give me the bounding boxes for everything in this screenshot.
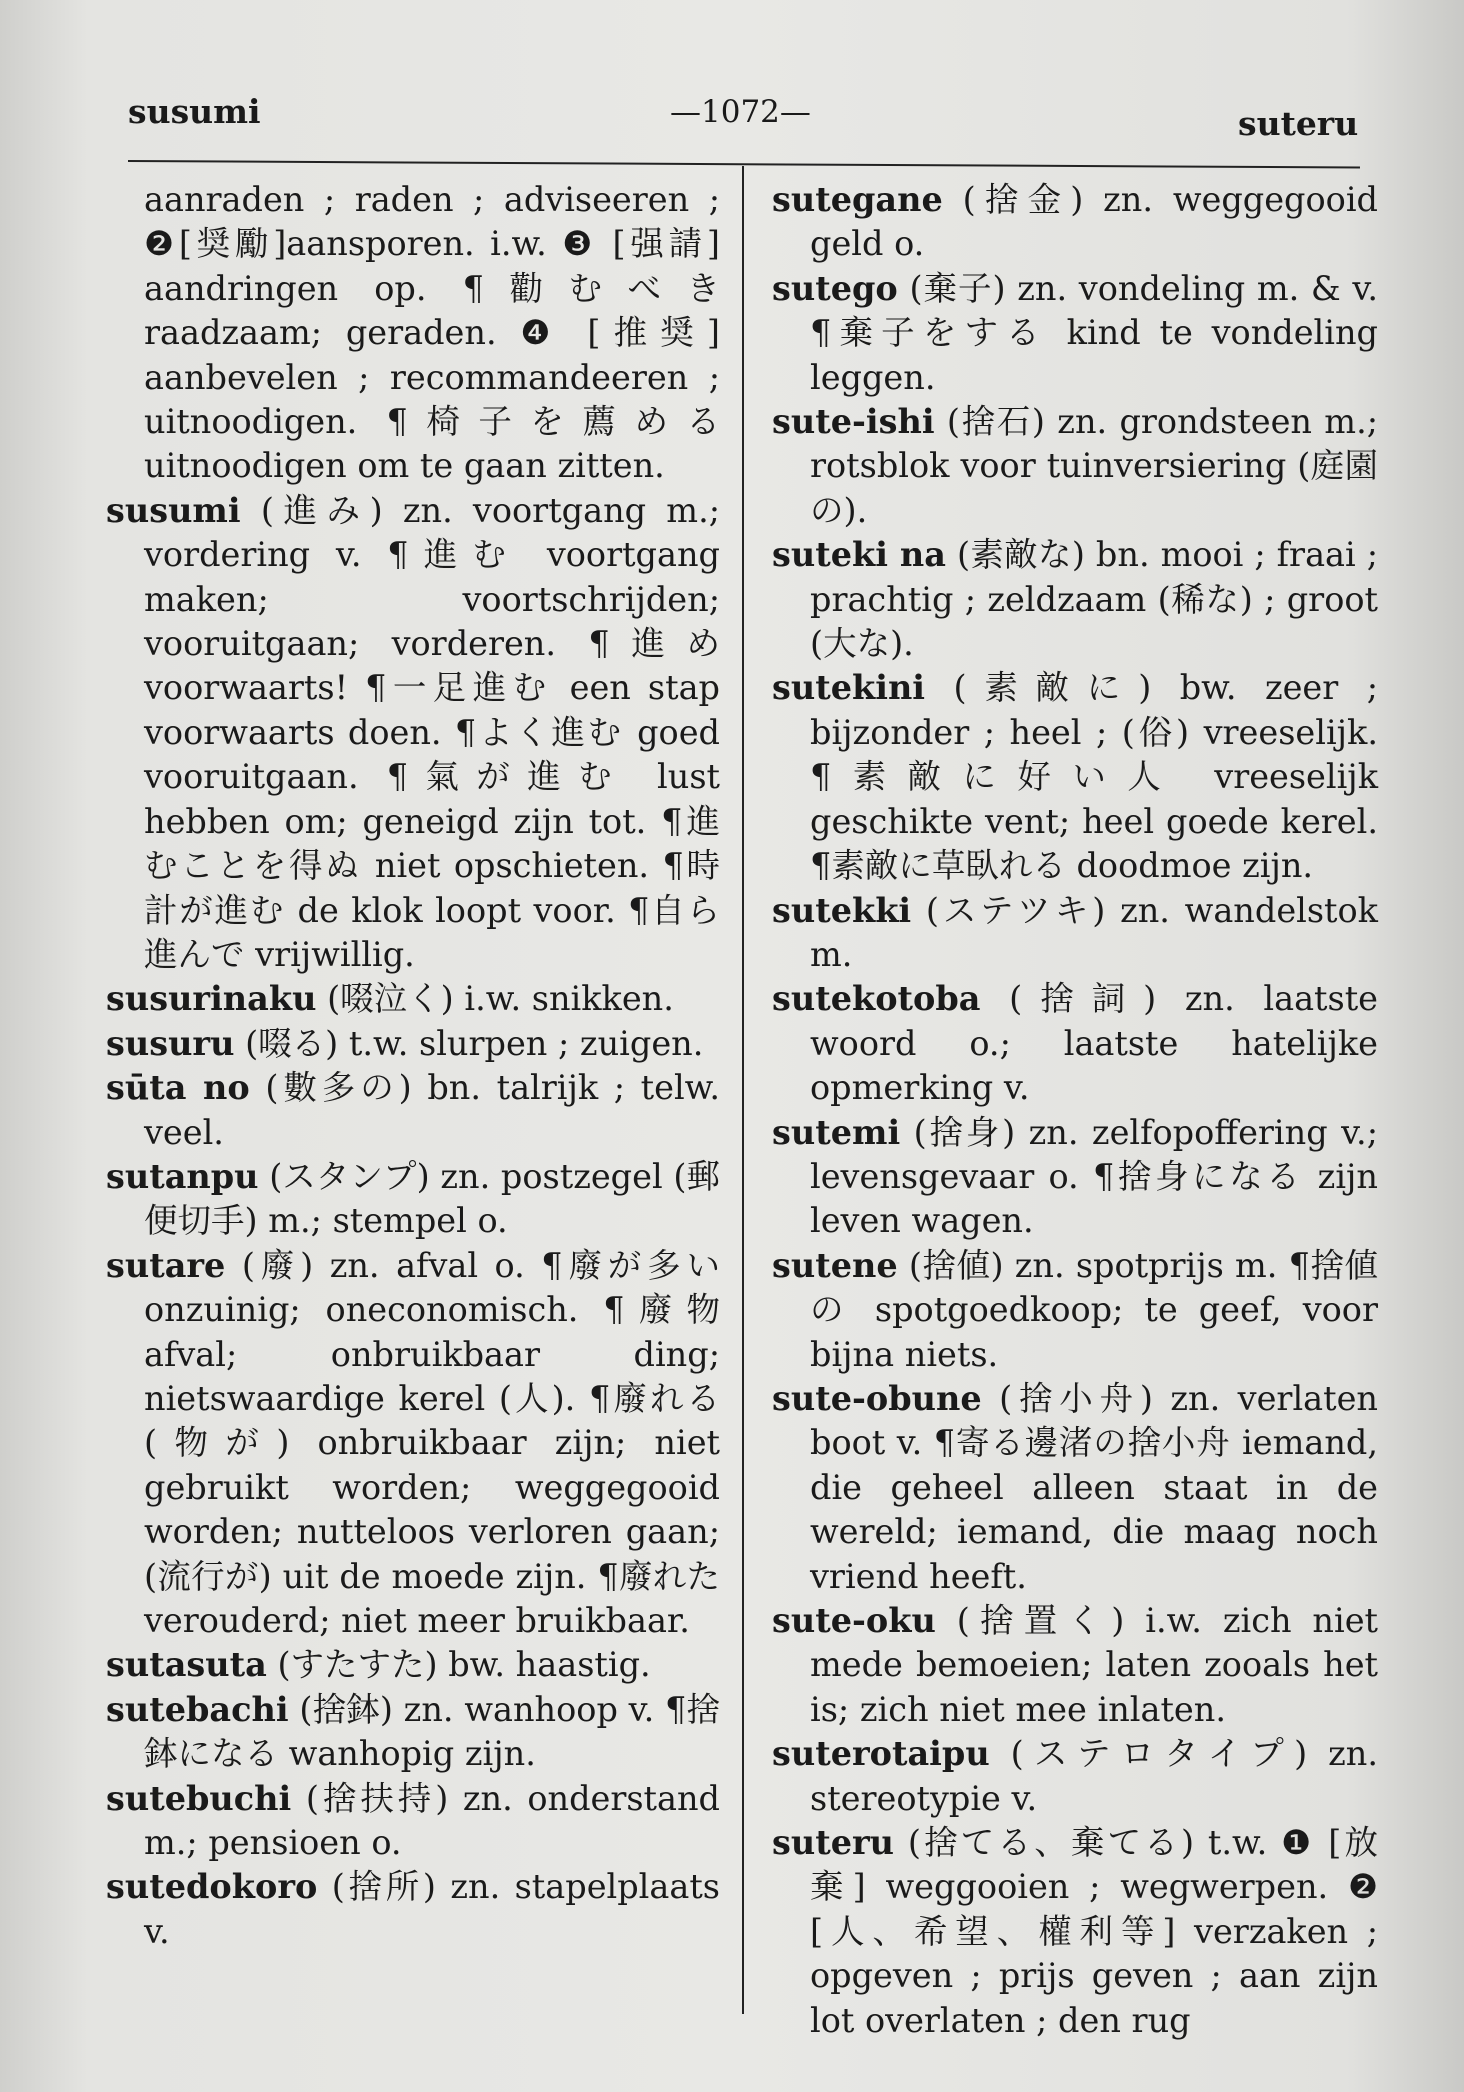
entry-text: (數多の) bn. talrijk ; telw. veel. bbox=[144, 1068, 721, 1152]
dictionary-entry bbox=[772, 267, 1378, 400]
headword: sutemi bbox=[772, 1112, 901, 1152]
dictionary-entry bbox=[106, 1066, 720, 1155]
dictionary-entry bbox=[106, 1865, 720, 1954]
entry-text: (捨小舟) zn. verlaten boot v. ¶寄る邊渚の捨小舟 iemand, die geheel alleen staat in de wereld; iemand, die maag noch vriend heeft. bbox=[810, 1378, 1378, 1596]
entry-text: (捨所) zn. stapelplaats v. bbox=[144, 1867, 720, 1951]
header-right-guideword: suteru bbox=[1238, 104, 1359, 143]
entry-text: (捨石) zn. grondsteen m.; rotsblok voor tuinversiering (庭園の). bbox=[810, 402, 1379, 530]
headword: sutekki bbox=[772, 890, 912, 930]
dictionary-entry bbox=[106, 1244, 720, 1644]
dictionary-entry bbox=[772, 1599, 1378, 1732]
entry-text: (捨詞) zn. laatste woord o.; laatste hatelijke opmerking v. bbox=[810, 979, 1378, 1108]
headword: sūta no bbox=[106, 1068, 250, 1108]
headword: sutare bbox=[106, 1245, 226, 1285]
headword: sutegane bbox=[772, 180, 943, 219]
dictionary-entry bbox=[106, 1155, 720, 1244]
header-left-guideword: susumi bbox=[128, 92, 261, 131]
entry-text: (スタンプ) zn. postzegel (郵便切手) m.; stempel o. bbox=[144, 1156, 720, 1241]
dictionary-entry bbox=[106, 1777, 720, 1866]
entry-text: (捨金) zn. weggegooid geld o. bbox=[810, 180, 1378, 264]
headword: suteki na bbox=[772, 535, 946, 575]
headword: susurinaku bbox=[106, 979, 317, 1019]
entry-text: (進み) zn. voortgang m.; vordering v. ¶進む voortgang maken; voortschrijden; vooruitgaan; vorderen. ¶進め voorwaarts! ¶一足進む een stap voorwaarts doen. ¶よく進む goed vooruitgaan. ¶氣が進む lust hebben om; geneigd zijn tot. ¶進むことを得ぬ niet opschieten. ¶時計が進む de klok loopt voor. ¶自ら進んで vrijwillig. bbox=[144, 490, 720, 974]
headword: sutebachi bbox=[106, 1689, 289, 1729]
entry-text: (捨置く) i.w. zich niet mede bemoeien; laten zooals het is; zich niet mee inlaten. bbox=[810, 1601, 1379, 1729]
entry-text: (ステロタイプ) zn. stereotypie v. bbox=[810, 1734, 1378, 1818]
headword: sutanpu bbox=[106, 1156, 259, 1196]
dictionary-entry bbox=[772, 1111, 1378, 1244]
page-number: —1072— bbox=[670, 94, 811, 130]
right-column bbox=[772, 178, 1378, 2043]
headword: suterotaipu bbox=[772, 1734, 990, 1774]
dictionary-entry bbox=[106, 1643, 720, 1687]
entry-text: (啜る) t.w. slurpen ; zuigen. bbox=[245, 1023, 704, 1063]
entry-text: (廢) zn. afval o. ¶廢が多い onzuinig; oneconomisch. ¶廢物 afval; onbruikbaar ding; nietswaardige kerel (人). ¶廢れる (物が) onbruikbaar zijn; niet gebruikt worden; weggegooid worden; nutteloos verloren gaan; (流行が) uit de moede zijn. ¶廢れた verouderd; niet meer bruikbaar. bbox=[144, 1245, 720, 1640]
headword: sute-obune bbox=[772, 1378, 982, 1418]
dictionary-entry bbox=[106, 489, 720, 977]
entry-text: (すたすた) bw. haastig. bbox=[277, 1645, 651, 1685]
dictionary-entry bbox=[106, 1022, 720, 1066]
dictionary-entry bbox=[772, 400, 1378, 533]
entry-text: (捨てる、棄てる) t.w. ❶ [放棄] weggooien ; wegwerpen. ❷ [人、希望、權利等] verzaken ; opgeven ; prijs geven ; aan zijn lot overlaten ; den rug bbox=[810, 1823, 1378, 2040]
entry-text: (啜泣く) i.w. snikken. bbox=[327, 979, 674, 1019]
entry-text: (棄子) zn. vondeling m. & v. ¶棄子をする kind te vondeling leggen. bbox=[810, 268, 1379, 397]
headword: sutekotoba bbox=[772, 979, 981, 1019]
headword: sutedokoro bbox=[106, 1867, 318, 1907]
entry-text: (捨値) zn. spotprijs m. ¶捨値の spotgoedkoop; te geef, voor bijna niets. bbox=[810, 1245, 1378, 1374]
headword: sutekini bbox=[772, 668, 926, 708]
headword: sutebuchi bbox=[106, 1778, 292, 1818]
entry-text: (素敵に) bw. zeer ; bijzonder ; heel ; (俗) vreeselijk. ¶素敵に好い人 vreeselijk geschikte vent; heel goede kerel. ¶素敵に草臥れる doodmoe zijn. bbox=[810, 668, 1379, 886]
headword: sutasuta bbox=[106, 1645, 267, 1685]
dictionary-entry bbox=[772, 666, 1378, 888]
dictionary-entry bbox=[772, 1377, 1378, 1599]
dictionary-entry bbox=[772, 1244, 1378, 1377]
dictionary-entry bbox=[772, 1732, 1378, 1821]
headword: sute-oku bbox=[772, 1601, 936, 1640]
dictionary-entry bbox=[772, 178, 1378, 267]
entry-text: aanraden ; raden ; adviseeren ; ❷[奨勵]aansporen. i.w. ❸ [强請] aandringen op. ¶勸むべき raadzaam; geraden. ❹ [推奨] aanbevelen ; recommandeeren ; uitnoodigen. ¶椅子を薦める uitnoodigen om te gaan zitten. bbox=[144, 180, 720, 486]
headword: suteru bbox=[772, 1823, 895, 1863]
dictionary-entry bbox=[772, 533, 1378, 666]
column-divider bbox=[742, 166, 744, 2014]
headword: sutene bbox=[772, 1245, 898, 1285]
dictionary-entry bbox=[106, 1688, 720, 1777]
headword: susuru bbox=[106, 1023, 235, 1063]
left-column bbox=[106, 178, 720, 1954]
dictionary-entry bbox=[772, 889, 1378, 978]
entry-text: (捨身) zn. zelfopoffering v.; levensgevaar o. ¶捨身になる zijn leven wagen. bbox=[810, 1112, 1378, 1241]
entry-text: (ステツキ) zn. wandelstok m. bbox=[810, 890, 1378, 974]
entry-continuation bbox=[106, 178, 720, 489]
dictionary-entry bbox=[772, 1821, 1378, 2043]
dictionary-entry bbox=[772, 977, 1378, 1110]
entry-text: (捨鉢) zn. wanhoop v. ¶捨鉢になる wanhopig zijn. bbox=[144, 1689, 720, 1774]
headword: susumi bbox=[106, 490, 241, 530]
headword: sute-ishi bbox=[772, 402, 935, 442]
entry-text: (捨扶持) zn. onderstand m.; pensioen o. bbox=[144, 1778, 720, 1863]
entry-text: (素敵な) bn. mooi ; fraai ; prachtig ; zeldzaam (稀な) ; groot (大な). bbox=[810, 535, 1378, 664]
dictionary-entry bbox=[106, 977, 720, 1021]
headword: sutego bbox=[772, 268, 898, 308]
